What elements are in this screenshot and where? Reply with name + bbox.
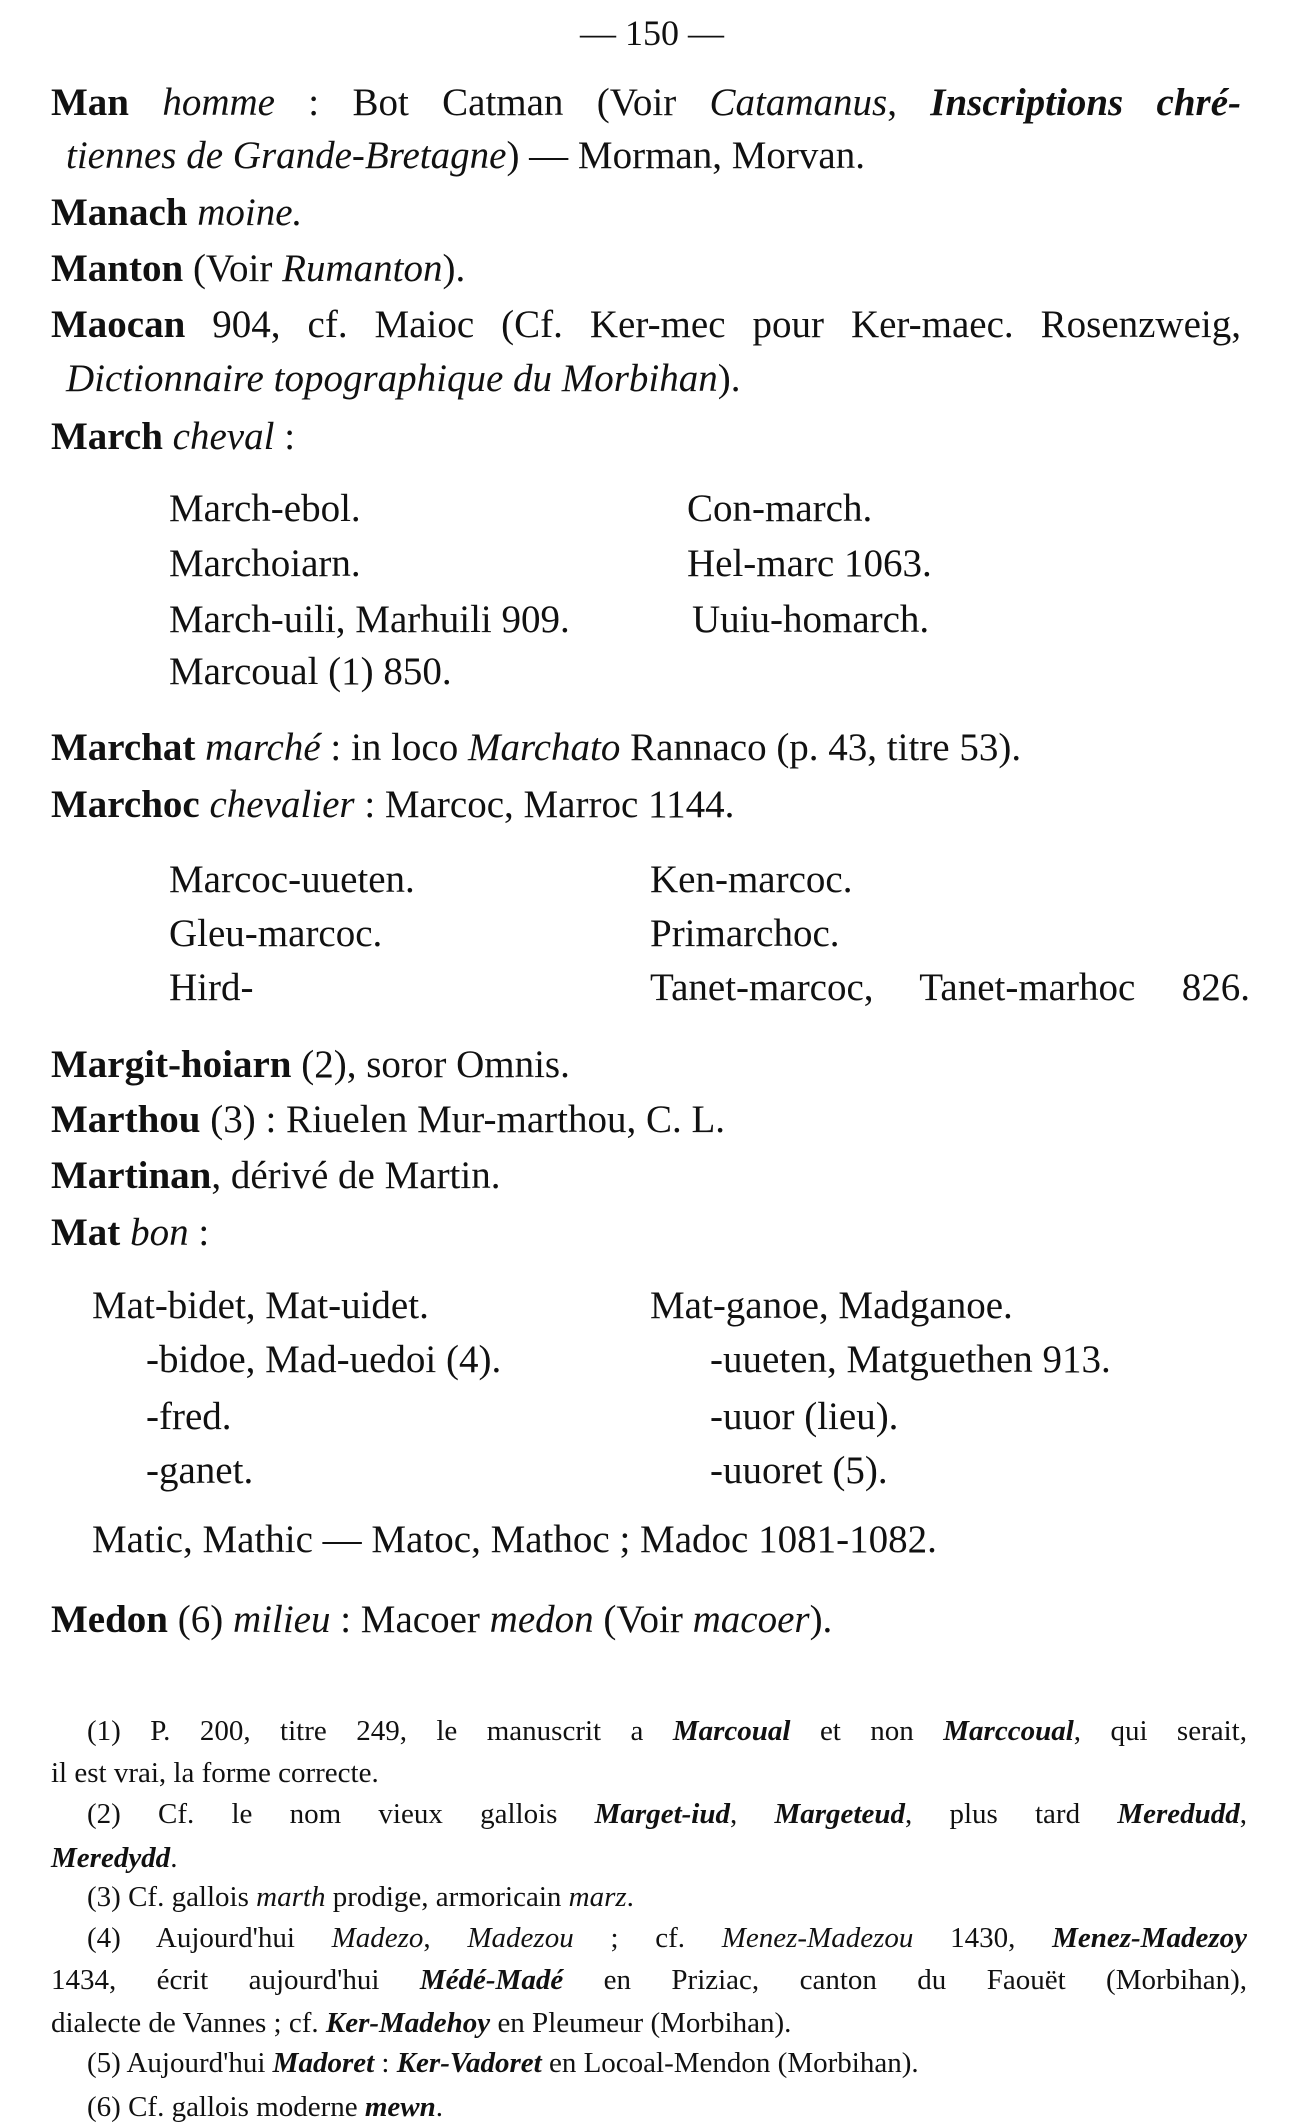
italic-segment: Margeteud (774, 1798, 905, 1830)
text-segment: ; cf. (573, 1922, 722, 1954)
text-segment: (6) (177, 1598, 233, 1641)
text-segment: , (887, 81, 931, 124)
text-segment: . (435, 2091, 444, 2123)
text-segment: -uueten, Matguethen 913. (710, 1338, 1111, 1381)
italic-segment: homme (162, 81, 275, 124)
italic-segment: Madezo (331, 1922, 424, 1954)
text-segment: Marchoiarn. (169, 542, 361, 585)
italic-segment: marth (256, 1881, 326, 1913)
footnote-line (51, 1755, 379, 1791)
text-segment: (Voir (192, 247, 283, 290)
text-segment: , plus tard (904, 1798, 1118, 1830)
footnote-line (87, 1879, 634, 1915)
text-segment: -uuoret (5). (710, 1449, 888, 1492)
headword: Manton (51, 247, 193, 290)
page-number: — 150 — (580, 13, 724, 53)
headword: Medon (51, 1598, 178, 1641)
italic-segment: Catamanus (709, 81, 888, 124)
headword: Martinan (51, 1154, 212, 1197)
headword: Margit-hoiarn (51, 1043, 302, 1086)
text-line (51, 190, 302, 236)
text-segment: Uuiu-homarch. (692, 598, 930, 641)
italic-segment: Madoret (272, 2047, 375, 2079)
text-segment: Rannaco (p. 43, titre 53). (620, 726, 1022, 769)
text-line (650, 911, 840, 957)
text-segment: 1430, (913, 1922, 1053, 1954)
italic-segment: cheval (172, 415, 275, 458)
text-segment: -uuor (lieu). (710, 1395, 899, 1438)
italic-segment: macoer (692, 1598, 810, 1641)
text-line (51, 1097, 725, 1143)
headword: Marchoc (51, 783, 210, 826)
text-segment: ). (717, 357, 741, 400)
text-segment: en Priziac, canton du Faouët (Morbihan), (563, 1964, 1247, 1996)
text-line (650, 1283, 1013, 1329)
headword: Manach (51, 191, 198, 234)
text-line (92, 1283, 429, 1329)
text-line (169, 541, 361, 587)
text-line (169, 857, 415, 903)
text-line (51, 725, 1021, 771)
text-line (51, 80, 1241, 126)
italic-segment: Menez-Madezou (721, 1922, 914, 1954)
text-line (692, 597, 929, 643)
text-line (169, 649, 452, 695)
text-line (687, 486, 872, 532)
text-segment: : in loco (320, 726, 468, 769)
text-line (66, 133, 865, 179)
text-segment: Matic, Mathic — Matoc, Mathoc ; Madoc 1081-1082. (92, 1518, 937, 1561)
text-line (710, 1448, 888, 1494)
text-segment: Mat-ganoe, Madganoe. (650, 1284, 1013, 1327)
text-line (710, 1337, 1111, 1383)
text-line (169, 597, 570, 643)
text-line (51, 782, 734, 828)
text-segment: prodige, armoricain (325, 1881, 569, 1913)
italic-segment: medon (489, 1598, 594, 1641)
text-segment: Con-march. (687, 487, 873, 530)
italic-segment: Menez-Madezoy (1052, 1922, 1247, 1954)
text-segment: Primarchoc. (650, 912, 840, 955)
text-segment: Ken-marcoc. (650, 858, 853, 901)
text-line (146, 1448, 253, 1494)
text-segment: (1) P. 200, titre 249, le manuscrit a (87, 1715, 673, 1747)
italic-segment: tiennes de Grande-Bretagne (66, 134, 507, 177)
italic-segment: Marcoual (672, 1715, 791, 1747)
text-segment: -bidoe, Mad-uedoi (4). (146, 1338, 502, 1381)
footnote-line (87, 2089, 443, 2125)
text-line (51, 1042, 570, 1088)
italic-segment: bon (130, 1211, 189, 1254)
text-segment: , (423, 1922, 468, 1954)
text-segment: : (374, 2047, 397, 2079)
text-segment: ) — Morman, Morvan. (506, 134, 865, 177)
italic-segment: Ker-Vadoret (396, 2047, 542, 2079)
text-segment: (Voir (593, 1598, 693, 1641)
footnote-line (51, 2005, 791, 2041)
text-segment: dialecte de Vannes ; cf. (51, 2007, 326, 2039)
footnote-line (51, 1962, 1247, 1998)
text-segment: -fred. (146, 1395, 232, 1438)
text-line (650, 857, 852, 903)
text-segment: : Marcoc, Marroc 1144. (354, 783, 735, 826)
text-segment: March-uili, Marhuili 909. (169, 598, 570, 641)
footnote-line (51, 1840, 177, 1876)
text-line (169, 965, 253, 1011)
footnote-line (87, 1920, 1247, 1956)
text-segment: Marcoc-uueten. (169, 858, 415, 901)
italic-segment: Dictionnaire topographique du Morbihan (66, 357, 718, 400)
text-line (51, 414, 295, 460)
text-line (169, 486, 361, 532)
text-line (51, 1597, 832, 1643)
italic-segment: Inscriptions chré- (930, 81, 1241, 124)
text-segment: : Bot Catman (Voir (274, 81, 710, 124)
text-segment: Tanet-marcoc, Tanet-marhoc 826. (650, 966, 1250, 1009)
text-segment: . (626, 1881, 634, 1913)
text-segment: Marcoual (1) 850. (169, 650, 452, 693)
headword: Man (51, 81, 163, 124)
italic-segment: milieu (232, 1598, 331, 1641)
italic-segment: moine. (197, 191, 303, 234)
text-segment: -ganet. (146, 1449, 254, 1492)
text-segment: Hel-marc 1063. (687, 542, 932, 585)
text-segment: March-ebol. (169, 487, 361, 530)
text-line (51, 1153, 500, 1199)
text-segment: . (170, 1842, 178, 1874)
text-line (66, 356, 741, 402)
text-line (710, 1394, 898, 1440)
text-segment: : (274, 415, 296, 458)
text-line (51, 1210, 209, 1256)
italic-segment: marz (568, 1881, 627, 1913)
text-segment: ). (442, 247, 466, 290)
text-segment: , dérivé de Martin. (211, 1154, 501, 1197)
footnote-line (87, 1713, 1247, 1749)
text-line (51, 246, 465, 292)
headword: Marchat (51, 726, 206, 769)
headword: March (51, 415, 173, 458)
text-line (146, 1394, 232, 1440)
italic-segment: Marchato (468, 726, 621, 769)
italic-segment: Rumanton (282, 247, 443, 290)
text-segment: , (1239, 1798, 1247, 1830)
text-segment: Mat-bidet, Mat-uidet. (92, 1284, 429, 1327)
text-segment: (3) Cf. gallois (87, 1881, 257, 1913)
italic-segment: Médé-Madé (419, 1964, 564, 1996)
italic-segment: Madezou (467, 1922, 574, 1954)
text-segment: , (729, 1798, 775, 1830)
text-segment: , qui serait, (1073, 1715, 1247, 1747)
text-segment: (2) Cf. le nom vieux gallois (87, 1798, 595, 1830)
italic-segment: Meredudd (1117, 1798, 1240, 1830)
italic-segment: Marget-iud (594, 1798, 730, 1830)
text-line (146, 1337, 501, 1383)
italic-segment: mewn (364, 2091, 436, 2123)
text-segment: Gleu-marcoc. (169, 912, 383, 955)
text-segment: en Locoal-Mendon (Morbihan). (541, 2047, 919, 2079)
text-segment: : Macoer (330, 1598, 490, 1641)
italic-segment: Ker-Madehoy (325, 2007, 491, 2039)
text-segment: il est vrai, la forme correcte. (51, 1757, 379, 1789)
text-segment: : (188, 1211, 210, 1254)
text-segment: Hird- (169, 966, 254, 1009)
italic-segment: marché (205, 726, 321, 769)
text-line (51, 302, 1241, 348)
text-segment: en Pleumeur (Morbihan). (490, 2007, 792, 2039)
text-line (687, 541, 932, 587)
text-segment: (5) Aujourd'hui (87, 2047, 273, 2079)
text-segment: (3) : Riuelen Mur-marthou, C. L. (210, 1098, 726, 1141)
headword: Maocan (51, 303, 213, 346)
text-segment: (2), soror Omnis. (301, 1043, 570, 1086)
headword: Marthou (51, 1098, 211, 1141)
text-segment: (4) Aujourd'hui (87, 1922, 332, 1954)
text-line (650, 965, 1250, 1011)
footnote-line (87, 1796, 1247, 1832)
text-segment: ). (809, 1598, 833, 1641)
italic-segment: Marccoual (943, 1715, 1074, 1747)
text-segment: 1434, écrit aujourd'hui (51, 1964, 420, 1996)
text-segment: (6) Cf. gallois moderne (87, 2091, 365, 2123)
italic-segment: chevalier (209, 783, 355, 826)
footnote-line (87, 2045, 919, 2081)
text-line (92, 1517, 937, 1563)
text-segment: et non (790, 1715, 944, 1747)
italic-segment: Meredydd (51, 1842, 171, 1874)
text-segment: 904, cf. Maioc (Cf. Ker-mec pour Ker-maec. Rosenzweig, (212, 303, 1241, 346)
text-line (169, 911, 382, 957)
headword: Mat (51, 1211, 131, 1254)
